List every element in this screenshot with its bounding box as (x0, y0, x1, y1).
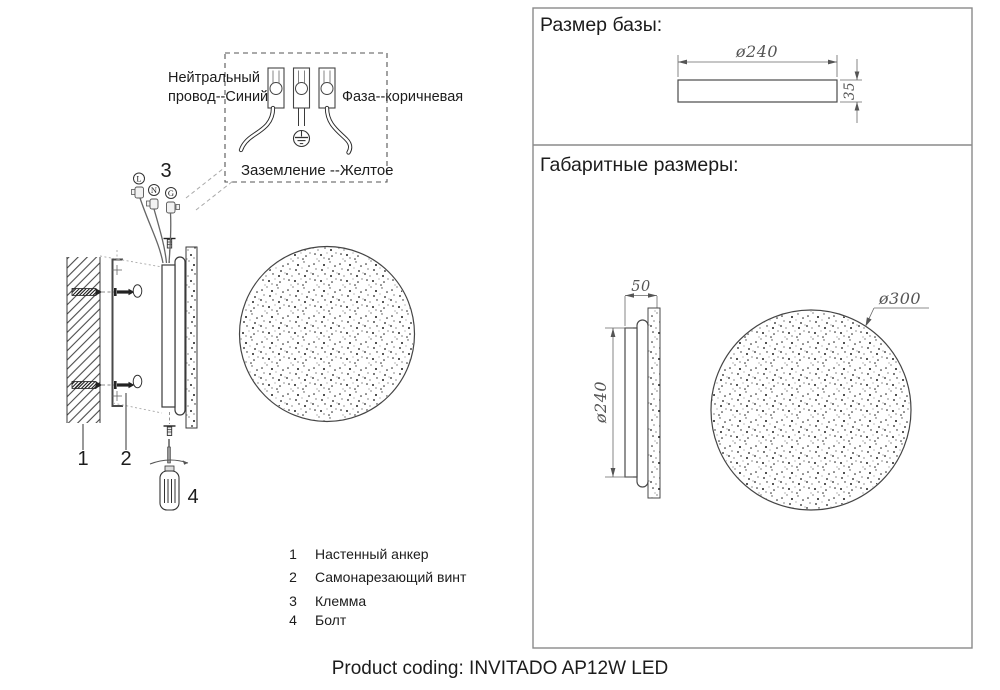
legend-item (289, 569, 467, 585)
legend-num: 2 (289, 569, 297, 585)
legend-label: Настенный анкер (315, 546, 429, 562)
base-diameter-dim: ø240 (735, 42, 779, 61)
lamp-diffuser-side (186, 247, 197, 428)
mounting-assembly (67, 160, 415, 510)
wall-section (67, 257, 100, 423)
legend-num: 1 (289, 546, 297, 562)
diffuser-side (648, 308, 660, 498)
terminal-block-phase (319, 68, 335, 108)
leader-line (186, 168, 224, 198)
callout-2: 2 (120, 448, 132, 470)
neutral-wire-label-line1: Нейтральный (168, 70, 260, 86)
screw-icon (114, 288, 135, 296)
wiring-diagram (168, 53, 463, 210)
panel-border (533, 8, 972, 648)
body-diameter-dim: ø240 (591, 380, 610, 424)
legend-num: 3 (289, 593, 297, 609)
legend-item (289, 612, 347, 628)
neutral-wire-label-line2: провод--Синий (168, 89, 269, 105)
lamp-body-side (175, 257, 185, 415)
terminal-block-neutral (268, 68, 284, 108)
terminal-cluster (132, 173, 180, 263)
overall-diameter-dim: ø300 (878, 289, 922, 308)
legend (289, 546, 467, 628)
mount-slot (133, 285, 142, 298)
legend-num: 4 (289, 612, 297, 628)
mount-slot (133, 375, 142, 388)
dimensions-panel (533, 8, 972, 648)
neutral-wire (241, 108, 273, 150)
ground-wire-label: Заземление --Желтое (241, 162, 394, 179)
lamp-base-plate (162, 265, 175, 407)
base-thickness-dim: 35 (842, 81, 858, 101)
callout-1: 1 (77, 448, 89, 470)
wall-anchor-icon (72, 289, 102, 296)
mounting-bracket (112, 250, 123, 406)
overall-size-title: Габаритные размеры: (540, 154, 739, 176)
screw-icon (114, 381, 135, 389)
terminal-g-label: G (167, 188, 175, 198)
ground-symbol-icon (294, 131, 310, 147)
legend-item (289, 593, 366, 609)
terminal-n-label: N (150, 185, 158, 195)
phase-wire (327, 108, 350, 153)
callout-3: 3 (160, 160, 172, 182)
leader-line (196, 181, 233, 210)
legend-label: Болт (315, 612, 347, 628)
phase-wire-label: Фаза--коричневая (342, 89, 464, 105)
base-size-title: Размер базы: (540, 14, 663, 36)
bolt-icon (164, 412, 176, 436)
terminal-block-ground (294, 68, 310, 108)
wall-anchor-icon (72, 382, 102, 389)
lamp-front-view (240, 247, 415, 422)
screwdriver-icon (150, 439, 188, 510)
callout-4: 4 (187, 486, 199, 508)
legend-label: Самонарезающий винт (315, 569, 467, 585)
terminal-l-label: L (136, 173, 142, 184)
legend-label: Клемма (315, 593, 367, 609)
product-coding: Product coding: INVITADO AP12W LED (331, 658, 669, 679)
depth-dim: 50 (631, 279, 651, 295)
legend-item (289, 546, 429, 562)
